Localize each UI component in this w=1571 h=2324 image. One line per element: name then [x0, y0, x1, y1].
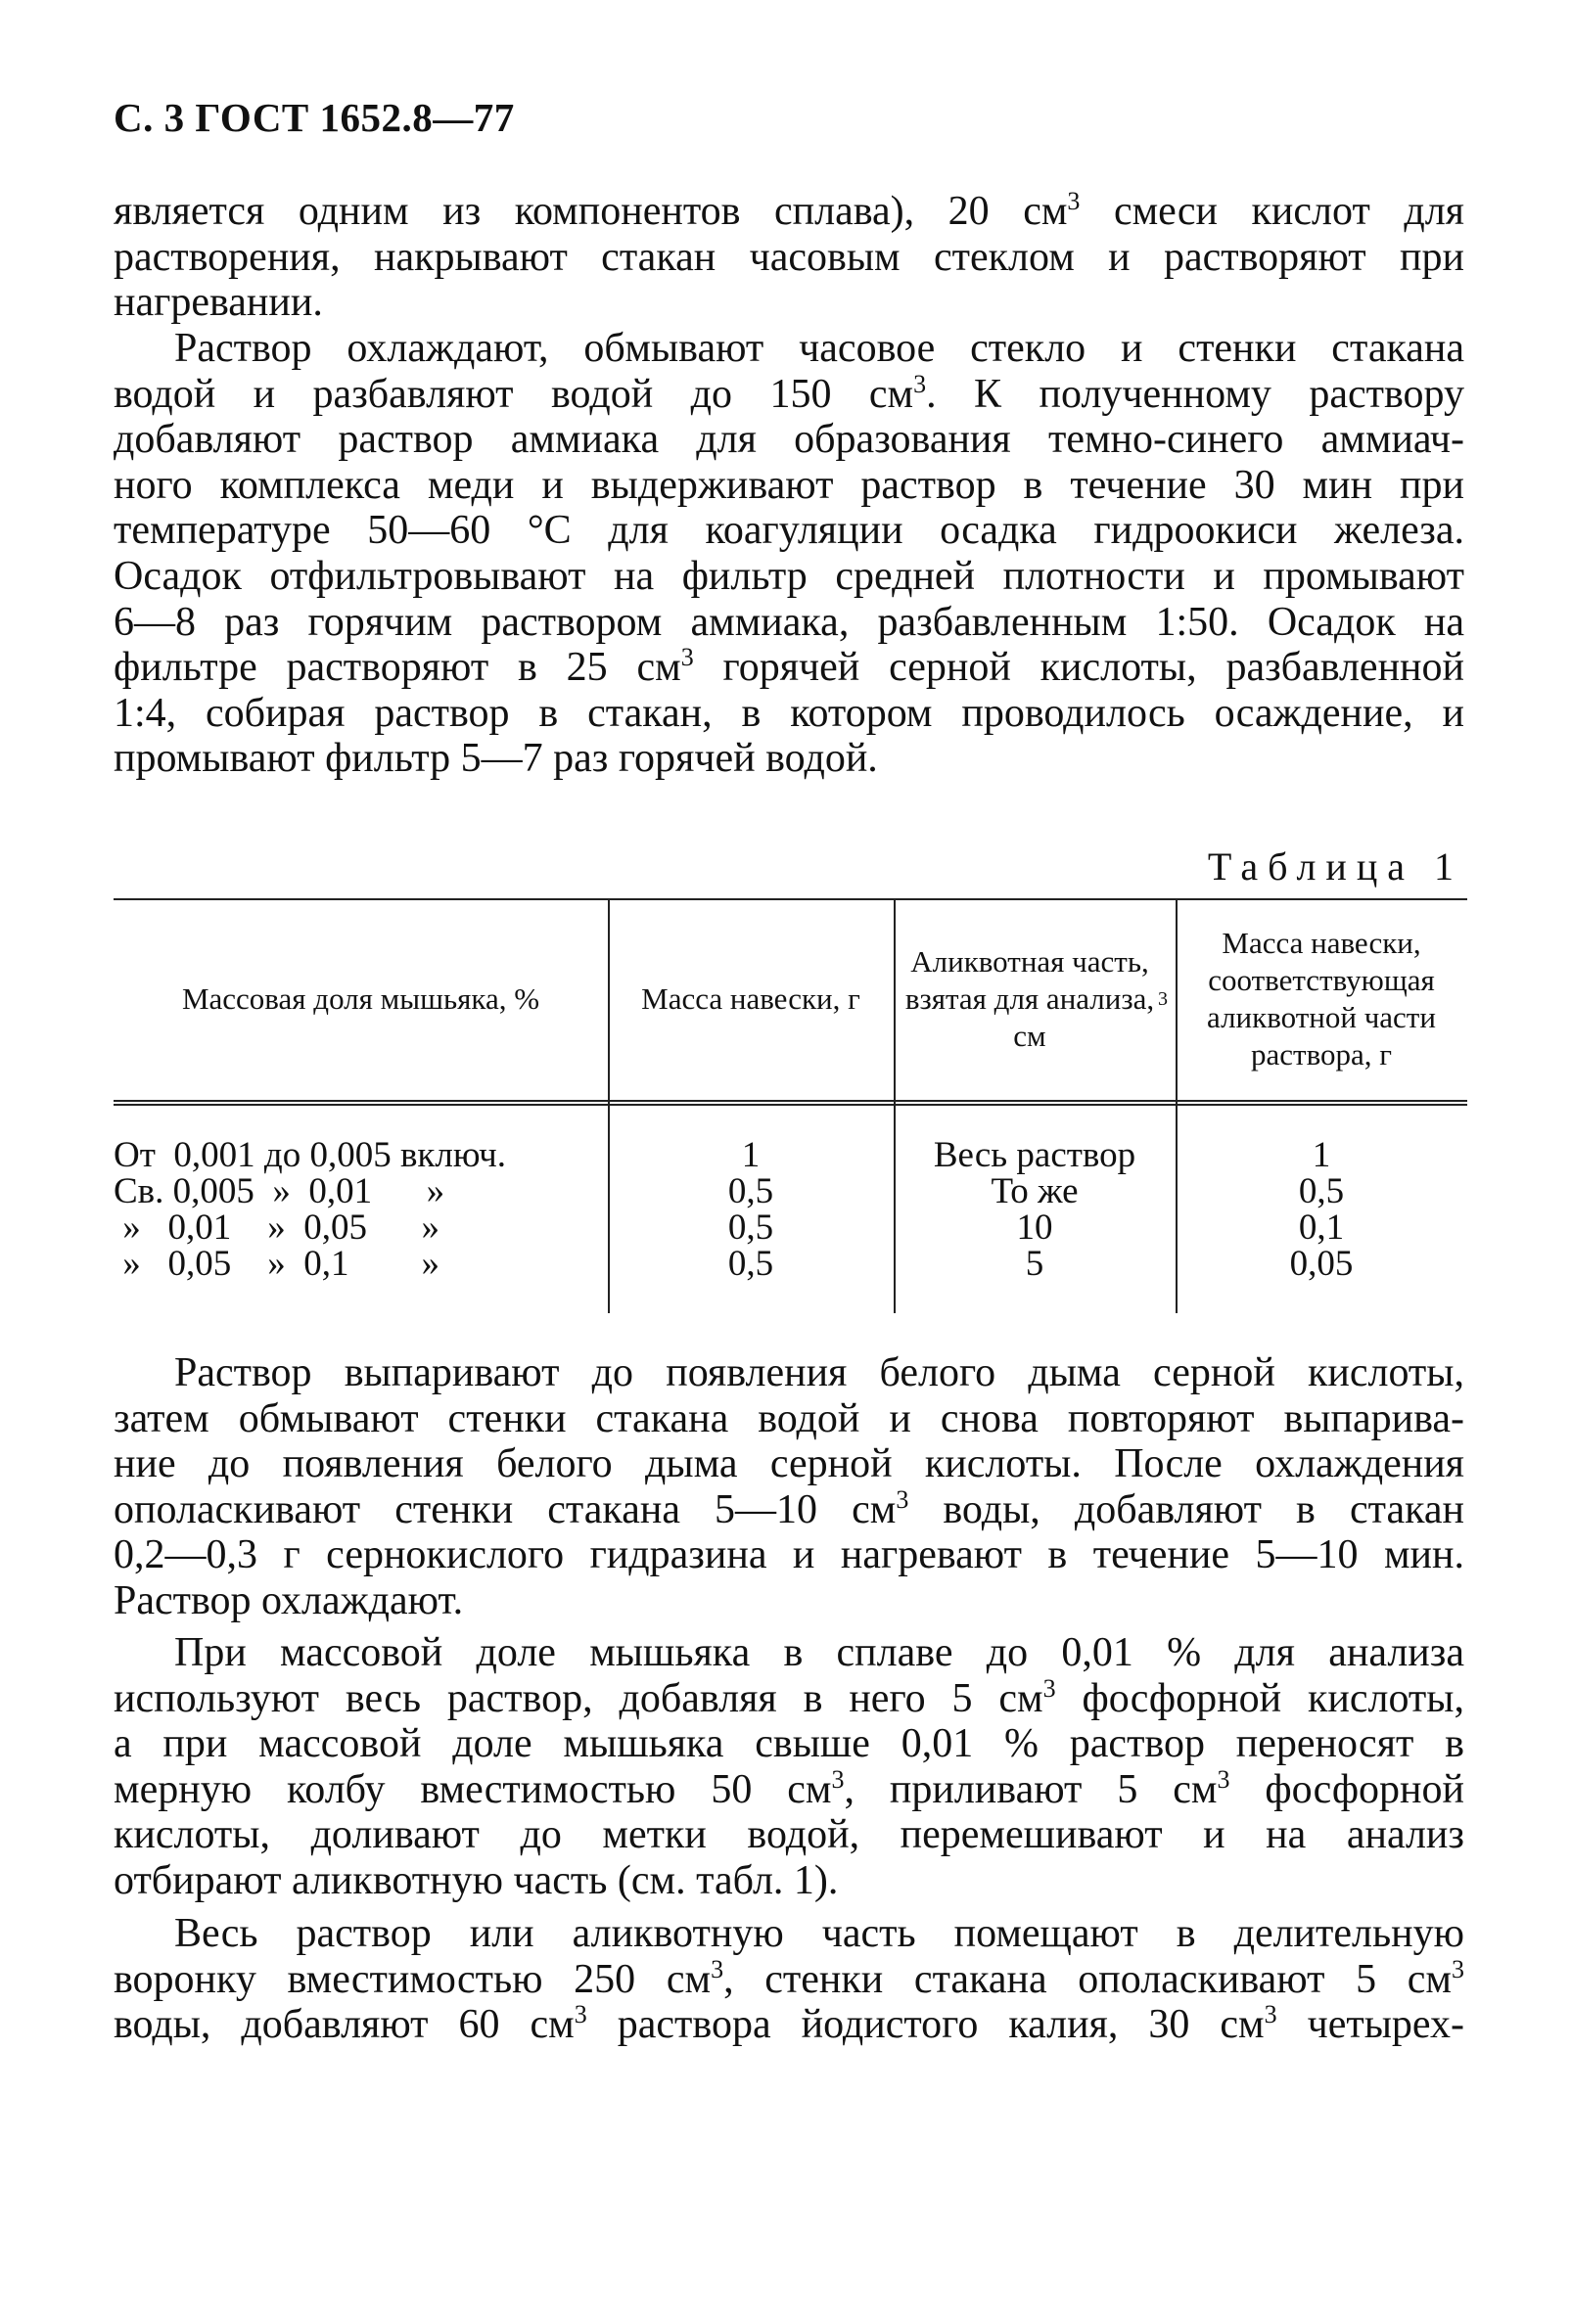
text-line: При массовой доле мышьяка в сплаве до 0,01 % для анализа — [174, 1630, 1464, 1675]
text-line: промывают фильтр 5—7 раз горячей водой. — [114, 736, 878, 782]
table-column-mass-fraction — [114, 1137, 608, 1282]
table-cell: 0,5 — [1298, 1171, 1345, 1211]
text-line: является одним из компонентов сплава), 20 $см^3$ смеси кислот для — [114, 187, 1464, 234]
paragraph-2 — [114, 326, 1464, 782]
text-line: ного комплекса меди и выдерживают раствор в течение 30 мин при — [114, 462, 1464, 508]
table-cell: 0,5 — [727, 1244, 774, 1284]
text-line: водой и разбавляют водой до 150 $см^3$. К полученному раствору — [114, 369, 1464, 417]
text-line: кислоты, доливают до метки водой, перемешивают и на анализ — [114, 1812, 1464, 1858]
table-cell: 0,5 — [727, 1171, 774, 1211]
table-header-cell: Массовая доля мышьяка, % — [181, 981, 540, 1016]
paragraph-1 — [114, 189, 1464, 326]
paragraph-5 — [114, 1911, 1464, 2048]
table-cell: 10 — [1016, 1208, 1053, 1248]
table-column-sample-mass — [608, 1137, 894, 1282]
text-line: Раствор выпаривают до появления белого дыма серной кислоты, — [174, 1350, 1464, 1395]
paragraph-4 — [114, 1630, 1464, 1904]
text-line: нагревании. — [114, 280, 323, 326]
table-header-cell: Масса навески, г — [641, 981, 860, 1016]
table-cell: 0,1 — [1298, 1208, 1345, 1248]
text-line: Осадок отфильтровывают на фильтр средней плотности и промывают — [114, 553, 1464, 599]
table-cell: Весь раствор — [933, 1135, 1136, 1175]
text-line: 0,2—0,3 г сернокислого гидразина и нагревают в течение 5—10 мин. — [114, 1532, 1464, 1578]
table-cell: 1 — [1312, 1135, 1331, 1175]
paragraph-3 — [114, 1350, 1464, 1624]
page-header: С. 3 ГОСТ 1652.8—77 — [114, 95, 515, 140]
data-table — [114, 898, 1467, 1313]
text-line: фильтре растворяют в 25 $см^3$ горячей серной кислоты, разбавленной — [114, 643, 1464, 691]
text-line: затем обмывают стенки стакана водой и снова повторяют выпарива- — [114, 1395, 1464, 1441]
table-cell: 5 — [1025, 1244, 1044, 1284]
table-cell: 0,5 — [727, 1208, 774, 1248]
text-line: а при массовой доле мышьяка свыше 0,01 % раствор переносят в — [114, 1721, 1464, 1767]
text-line: используют весь раствор, добавляя в него 5 $см^3$ фосфорной кислоты, — [114, 1673, 1464, 1721]
table-cell: » 0,01 » 0,05 » — [114, 1208, 439, 1248]
table-header-cell: Аликвотная часть, взятая для анализа, см 3 — [904, 944, 1168, 1053]
text-line: Раствор охлаждают. — [114, 1577, 464, 1623]
text-line: добавляют раствор аммиака для образования темно-синего аммиач- — [114, 417, 1464, 463]
text-line: ние до появления белого дыма серной кислоты. После охлаждения — [114, 1441, 1464, 1487]
text-line: 1:4, собирая раствор в стакан, в котором проводилось осаждение, и — [114, 690, 1464, 736]
table-cell: То же — [991, 1171, 1079, 1211]
table-cell: Св. 0,005 » 0,01 » — [114, 1171, 445, 1211]
table-header-rule — [114, 1100, 1467, 1102]
text-line: Раствор охлаждают, обмывают часовое стекло и стенки стакана — [174, 326, 1464, 371]
text-line: растворения, накрывают стакан часовым стеклом и растворяют при — [114, 234, 1464, 280]
table-column-aliquot — [894, 1137, 1176, 1282]
text-line: отбирают аликвотную часть (см. табл. 1). — [114, 1857, 839, 1903]
table-cell: От 0,001 до 0,005 включ. — [114, 1135, 506, 1175]
table-column-aliquot-mass — [1176, 1137, 1467, 1282]
text-line: воронку вместимостью 250 $см^3$, стенки стакана ополаскивают 5 $см^3$ — [114, 1954, 1464, 2002]
text-line: мерную колбу вместимостью 50 $см^3$, приливают 5 $см^3$ фосфорной — [114, 1764, 1464, 1812]
table-cell: » 0,05 » 0,1 » — [114, 1244, 439, 1284]
text-line: Весь раствор или аликвотную часть помещают в делительную — [174, 1911, 1464, 1956]
table-cell: 0,05 — [1289, 1244, 1354, 1284]
text-line: температуре 50—60 °С для коагуляции осадка гидроокиси железа. — [114, 508, 1464, 554]
text-line: воды, добавляют 60 $см^3$ раствора йодистого калия, 30 $см^3$ четырех- — [114, 2000, 1464, 2048]
text-line: ополаскивают стенки стакана 5—10 $см^3$ воды, добавляют в стакан — [114, 1484, 1464, 1532]
table-cell: 1 — [741, 1135, 761, 1175]
table-header-rule-2 — [114, 1104, 1467, 1106]
table-header-cell: Масса навески, соответствующая аликвотной части раствора, г — [1207, 926, 1436, 1071]
table-caption: Таблица 1 — [1207, 844, 1463, 889]
text-line: 6—8 раз горячим раствором аммиака, разбавленным 1:50. Осадок на — [114, 599, 1464, 645]
